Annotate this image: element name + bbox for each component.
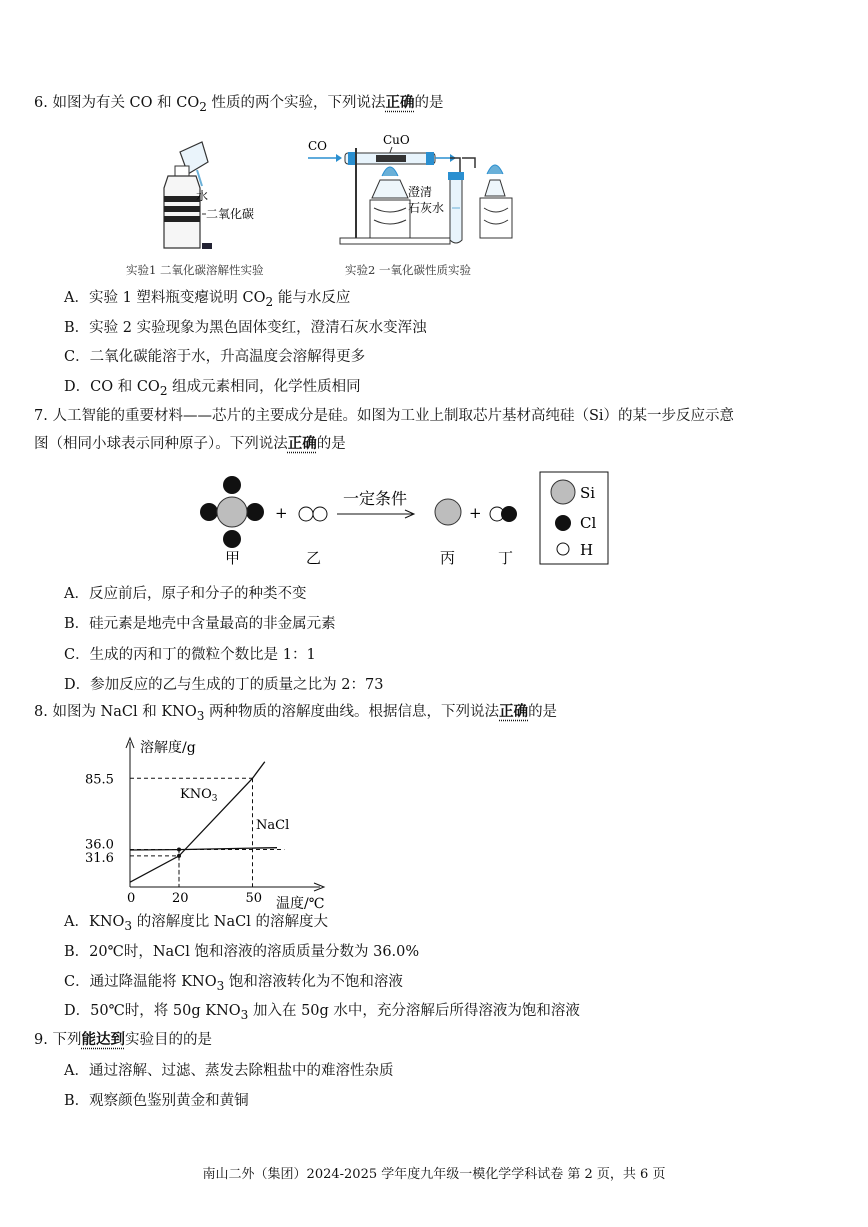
label-cuo: CuO bbox=[383, 133, 410, 147]
data-point-20-0 bbox=[177, 854, 181, 858]
reaction-condition: 一定条件 bbox=[343, 489, 408, 508]
molecule-bing bbox=[435, 499, 461, 525]
q8-option-b: B．20℃时，NaCl 饱和溶液的溶质质量分数为 36.0% bbox=[64, 944, 420, 960]
series-line-nacl bbox=[130, 848, 277, 850]
q7-option-c: C．生成的丙和丁的微粒个数比是 1：1 bbox=[64, 647, 316, 663]
label-lime-2: 石灰水 bbox=[408, 201, 445, 215]
q7-option-d: D．参加反应的乙与生成的丁的质量之比为 2：73 bbox=[64, 677, 384, 693]
q8-option-c: C．通过降温能将 $KNO_3$ 饱和溶液转化为不饱和溶液 bbox=[64, 974, 403, 993]
x-axis-label: 温度/℃ bbox=[276, 896, 325, 910]
svg-text:H: H bbox=[580, 541, 594, 559]
bottle-cap-icon bbox=[202, 243, 212, 249]
test-tube-icon bbox=[450, 180, 462, 243]
q9-option-a: A．通过溶解、过滤、蒸发去除粗盐中的难溶性杂质 bbox=[64, 1063, 394, 1079]
label-co2: 二氧化碳 bbox=[206, 207, 255, 221]
q6-option-a: A．实验 1 塑料瓶变瘪说明 $CO_2$ 能与水反应 bbox=[64, 290, 351, 309]
x-tick-label-0: 0 bbox=[127, 891, 136, 906]
data-point-20-1 bbox=[177, 848, 181, 852]
plastic-bottle-icon bbox=[164, 166, 200, 248]
q8-option-a: A．$KNO_3$ 的溶解度比 NaCl 的溶解度大 bbox=[64, 914, 328, 933]
series-label-kno3: $KNO_3$ bbox=[180, 787, 218, 804]
alcohol-lamp-icon bbox=[370, 167, 410, 238]
solubility-chart bbox=[80, 730, 340, 910]
svg-text:Si: Si bbox=[580, 484, 596, 502]
molecule-jia bbox=[200, 476, 264, 548]
question-8-stem: 8. 如图为 NaCl 和 $KNO_3$ 两种物质的溶解度曲线。根据信息，下列说法正确的是 bbox=[34, 703, 558, 723]
q6-option-c: C．二氧化碳能溶于水，升高温度会溶解得更多 bbox=[64, 349, 366, 365]
molecule-yi bbox=[299, 507, 327, 521]
series-line-kno3 bbox=[130, 762, 265, 883]
question-7-stem-line2: 图（相同小球表示同种原子）。下列说法正确的是 bbox=[34, 435, 346, 452]
q6-option-b: B．实验 2 实验现象为黑色固体变红，澄清石灰水变浑浊 bbox=[64, 320, 427, 336]
q7-option-b: B．硅元素是地壳中含量最高的非金属元素 bbox=[64, 616, 336, 632]
question-6-stem: 6. 如图为有关 CO 和 $CO_2$ 性质的两个实验，下列说法正确的是 bbox=[34, 94, 444, 114]
q6-option-d: D．CO 和 $CO_2$ 组成元素相同，化学性质相同 bbox=[64, 379, 361, 398]
reaction-diagram bbox=[195, 470, 615, 570]
label-co: CO bbox=[308, 139, 328, 153]
label-lime-1: 澄清 bbox=[408, 185, 433, 199]
svg-text:Cl: Cl bbox=[580, 514, 597, 532]
svg-text:+: + bbox=[469, 504, 482, 522]
svg-text:甲: 甲 bbox=[225, 549, 241, 567]
svg-text:丙: 丙 bbox=[440, 549, 456, 567]
y-tick-label-1: 36.0 bbox=[85, 837, 114, 853]
label-water: 水 bbox=[196, 189, 209, 203]
caption-experiment-1: 实验1 二氧化碳溶解性实验 bbox=[126, 263, 264, 277]
y-tick-label-0: 31.6 bbox=[85, 850, 114, 866]
x-tick-label-2: 50 bbox=[245, 891, 263, 906]
caption-experiment-2: 实验2 一氧化碳性质实验 bbox=[345, 263, 471, 277]
y-axis-label: 溶解度/g bbox=[140, 740, 196, 756]
svg-text:+: + bbox=[275, 504, 288, 522]
question-9-stem: 9. 下列能达到实验目的的是 bbox=[34, 1031, 212, 1048]
experiment-2-figure bbox=[300, 128, 530, 256]
svg-text:乙: 乙 bbox=[306, 549, 322, 567]
page-footer: 南山二外（集团）2024-2025 学年度九年级一模化学学科试卷 第 2 页，共 6 页 bbox=[202, 1167, 666, 1182]
alcohol-lamp-2-icon bbox=[480, 165, 512, 238]
series-label-nacl: NaCl bbox=[256, 818, 290, 833]
molecule-ding bbox=[490, 506, 517, 522]
legend-box bbox=[540, 472, 608, 564]
q7-option-a: A．反应前后，原子和分子的种类不变 bbox=[64, 586, 307, 602]
y-tick-label-2: 85.5 bbox=[85, 772, 114, 788]
experiment-1-figure bbox=[150, 130, 310, 255]
x-tick-label-1: 20 bbox=[172, 891, 189, 906]
question-7-stem-line1: 7. 人工智能的重要材料——芯片的主要成分是硅。如图为工业上制取芯片基材高纯硅（Si）的某一步反应示意 bbox=[34, 408, 735, 424]
q8-option-d: D．50℃时，将 50g $KNO_3$ 加入在 50g 水中，充分溶解后所得溶液为饱和溶液 bbox=[64, 1003, 580, 1022]
svg-text:丁: 丁 bbox=[498, 549, 514, 567]
q9-option-b: B．观察颜色鉴别黄金和黄铜 bbox=[64, 1093, 249, 1109]
